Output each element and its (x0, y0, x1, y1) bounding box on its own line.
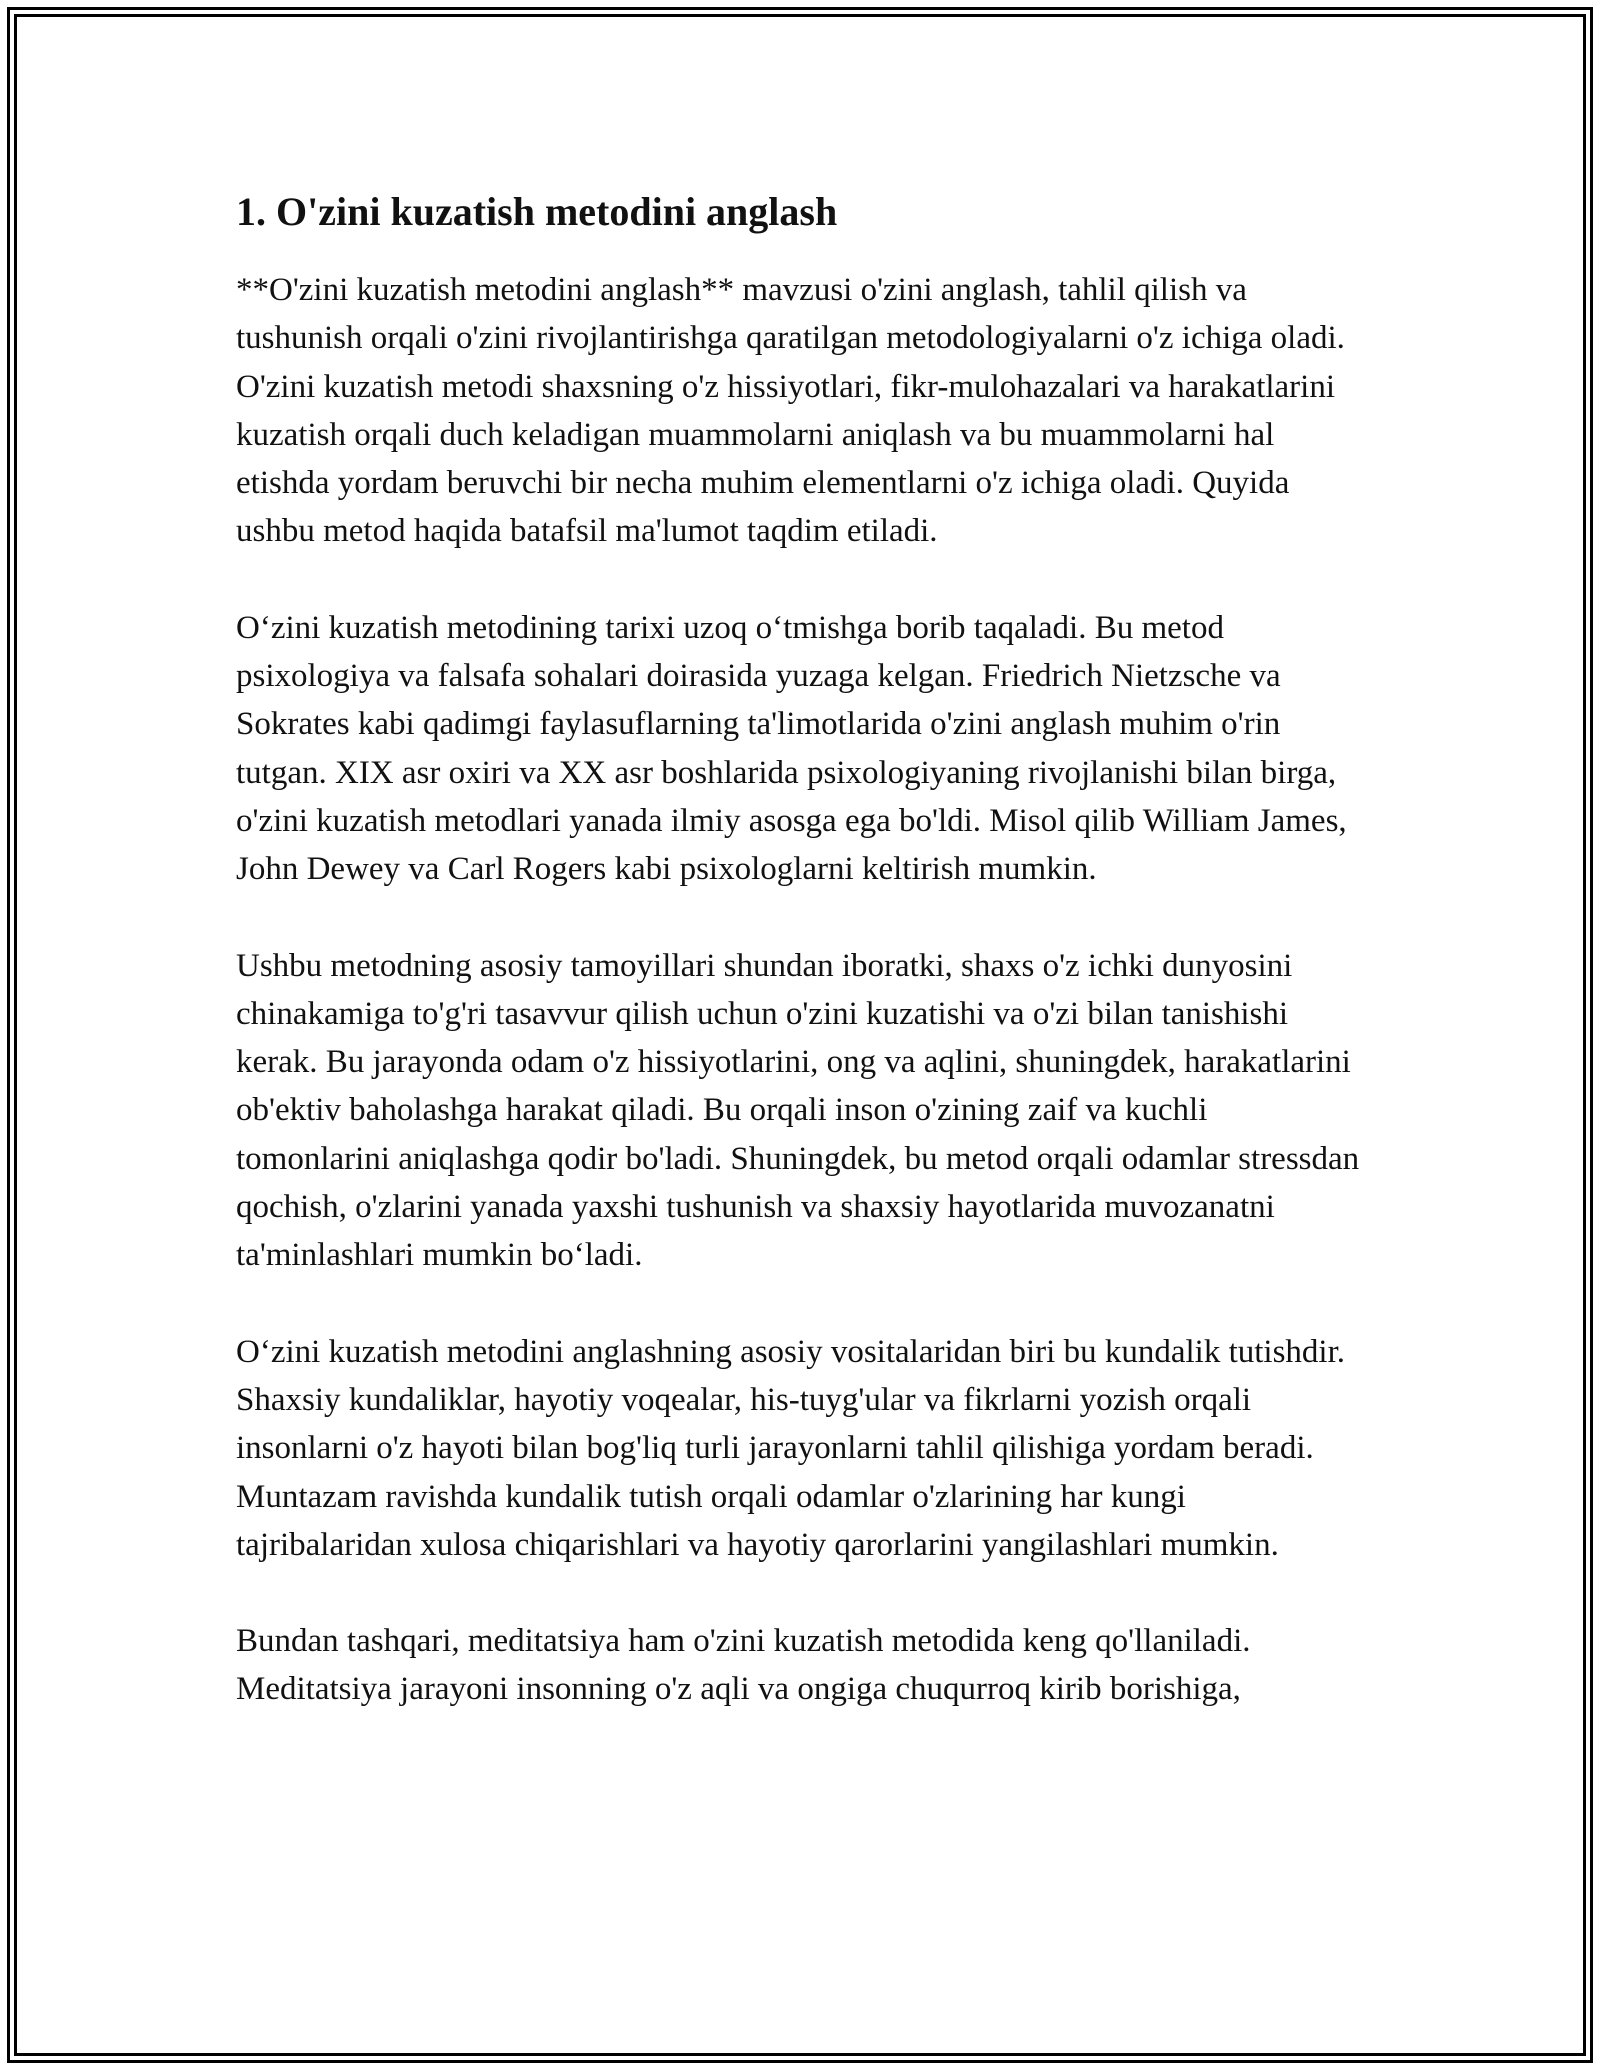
paragraph-2: O‘zini kuzatish metodining tarixi uzoq o‘tmishga borib taqaladi. Bu metod psixologiya va falsafa sohalari doirasida yuzaga kelgan. Friedrich Nietzsche va Sokrates kabi qadimgi faylasuflarning ta'limotlarida o'zini anglash muhim o'rin tutgan. XIX asr oxiri va XX asr boshlarida psixologiyaning rivojlanishi bilan birga, o'zini kuzatish metodlari yanada ilmiy asosga ega bo'ldi. Misol qilib William James, John Dewey va Carl Rogers kabi psixologlarni keltirish mumkin. (236, 609, 1347, 888)
paragraph-5: Bundan tashqari, meditatsiya ham o'zini kuzatish metodida keng qo'llaniladi. Meditatsiya jarayoni insonning o'z aqli va ongiga chuqurroq kirib borishiga, (236, 1623, 1251, 1708)
paragraph-1: **O'zini kuzatish metodini anglash** mavzusi o'zini anglash, tahlil qilish va tushunish orqali o'zini rivojlantirishga qaratilgan metodologiyalarni o'z ichiga oladi. O'zini kuzatish metodi shaxsning o'z hissiyotlari, fikr-mulohazalari va harakatlarini kuzatish orqali duch keladigan muammolarni aniqlash va bu muammolarni hal etishda yordam beruvchi bir necha muhim elementlarni o'z ichiga oladi. Quyida ushbu metod haqida batafsil ma'lumot taqdim etiladi. (236, 272, 1345, 550)
paragraph-4: O‘zini kuzatish metodini anglashning asosiy vositalaridan biri bu kundalik tutishdir. Shaxsiy kundaliklar, hayotiy voqealar, his-tuyg'ular va fikrlarni yozish orqali insonlarni o'z hayoti bilan bog'liq turli jarayonlarni tahlil qilishiga yordam beradi. Muntazam ravishda kundalik tutish orqali odamlar o'zlarining har kungi tajribalaridan xulosa chiqarishlari va hayotiy qarorlarini yangilashlari mumkin. (236, 1333, 1346, 1563)
document-body (236, 186, 1366, 1762)
page-title: 1. O'zini kuzatish metodini anglash (236, 189, 838, 234)
paragraph-3: Ushbu metodning asosiy tamoyillari shundan iboratki, shaxs o'z ichki dunyosini chinakamiga to'g'ri tasavvur qilish uchun o'zini kuzatishi va o'zi bilan tanishishi kerak. Bu jarayonda odam o'z hissiyotlarini, ong va aqlini, shuningdek, harakatlarini ob'ektiv baholashga harakat qiladi. Bu orqali inson o'zining zaif va kuchli tomonlarini aniqlashga qodir bo'ladi. Shuningdek, bu metod orqali odamlar stressdan qochish, o'zlarini yanada yaxshi tushunish va shaxsiy hayotlarida muvozanatni ta'minlashlari mumkin bo‘ladi. (236, 947, 1360, 1274)
